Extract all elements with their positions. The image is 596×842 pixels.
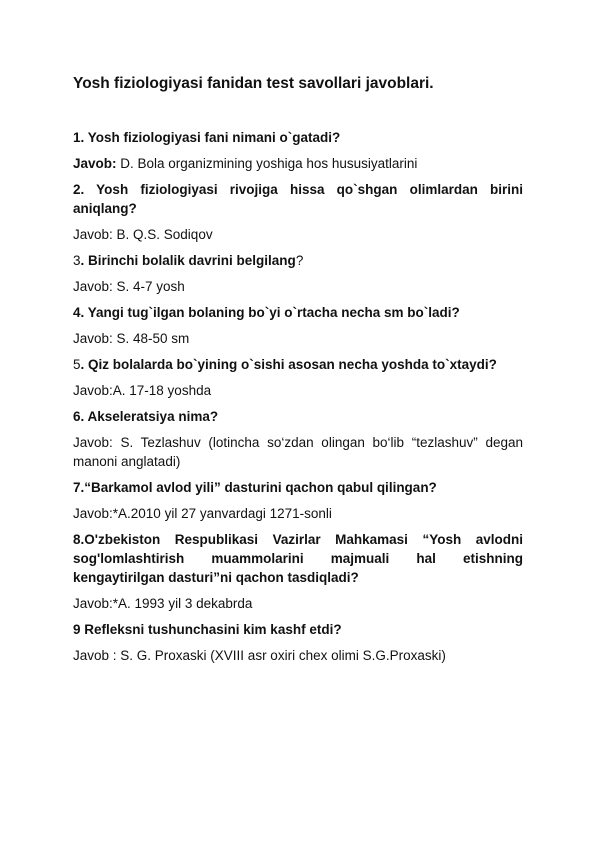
question-5: [73, 355, 523, 374]
answer-8: Javob:*A. 1993 yil 3 dekabrda: [73, 596, 253, 611]
answer-text: D. Bola organizmining yoshiga hos hususiyatlarini: [116, 156, 418, 171]
answer-label: Javob:: [73, 156, 117, 171]
question-2: 2. Yosh fiziologiyasi rivojiga hissa qo`shgan olimlardan birini aniqlang?: [73, 182, 523, 216]
answer-1: [73, 154, 523, 173]
question-text: . Birinchi bolalik davrini belgilang: [80, 253, 296, 268]
answer-9: Javob : S. G. Proxaski (XVIII asr oxiri chex olimi S.G.Proxaski): [73, 648, 446, 663]
question-8: 8.O'zbekiston Respublikasi Vazirlar Mahkamasi “Yosh avlodni sog'lomlashtirish muammolarini majmuali hal etishning kengaytirilgan dasturi”ni qachon tasdiqladi?: [73, 532, 523, 585]
document-title: Yosh fiziologiyasi fanidan test savollari javoblari.: [73, 75, 434, 92]
answer-7: Javob:*A.2010 yil 27 yanvardagi 1271-sonli: [73, 506, 332, 521]
answer-2: Javob: B. Q.S. Sodiqov: [73, 227, 213, 242]
answer-3: Javob: S. 4-7 yosh: [73, 279, 185, 294]
question-1: 1. Yosh fiziologiyasi fani nimani o`gatadi?: [73, 130, 341, 145]
question-number: 3: [73, 253, 81, 268]
question-3: [73, 251, 523, 270]
question-mark: ?: [295, 253, 304, 268]
question-4: 4. Yangi tug`ilgan bolaning bo`yi o`rtacha necha sm bo`ladi?: [73, 305, 460, 320]
question-text: . Qiz bolalarda bo`yining o`sishi asosan necha yoshda to`xtaydi?: [80, 357, 497, 372]
answer-6: Javob: S. Tezlashuv (lotincha so‘zdan olingan bo‘lib “tezlashuv” degan manoni anglatadi): [73, 435, 523, 469]
question-7: 7.“Barkamol avlod yili” dasturini qachon qabul qilingan?: [73, 480, 437, 495]
question-number: 5: [73, 357, 81, 372]
answer-5: Javob:A. 17-18 yoshda: [73, 383, 212, 398]
answer-4: Javob: S. 48-50 sm: [73, 331, 190, 346]
question-9: 9 Refleksni tushunchasini kim kashf etdi?: [73, 622, 342, 637]
question-6: 6. Akseleratsiya nima?: [73, 409, 219, 424]
